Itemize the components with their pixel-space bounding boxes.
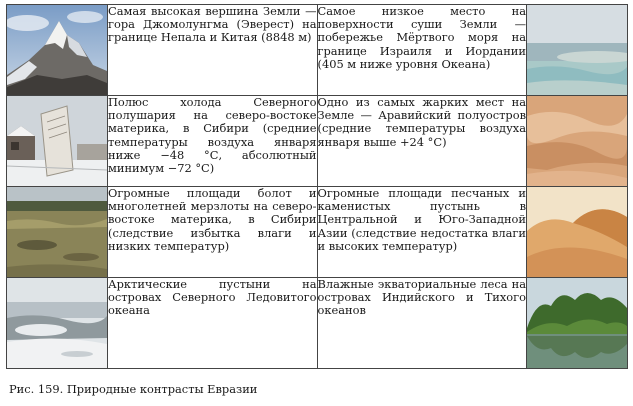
sand-icon [527, 96, 627, 186]
deserts-text: Огромные площади песчаных и каменистых пустынь в Центральной и Юго-Западной Азии (следствие недостатка влаги и высоких температур) [317, 187, 527, 278]
mountain-icon [7, 5, 107, 95]
swamps-permafrost-text: Огромные площади болот и многолетней мерзлоты на северо-востоке материка, в Сибири (следствие избытка влаги и низких температур) [108, 187, 318, 278]
sand-desert-dunes-photo [527, 187, 628, 278]
permafrost-swamp-photo [7, 187, 108, 278]
highest-peak-text: Самая высокая вершина Земли — гора Джомолунгма (Эверест) на границе Непала и Китая (8848 м) [108, 5, 318, 96]
table-row [7, 278, 628, 369]
figure-caption: Рис. 159. Природные контрасты Евразии [9, 382, 258, 396]
natural-contrasts-table [6, 4, 628, 369]
swamp-icon [7, 187, 107, 277]
forest-icon [527, 278, 627, 368]
lowest-point-text: Самое низкое место на поверхности суши Земли — побережье Мёртвого моря на границе Израиля и Иордании (405 м ниже уровня Океана) [317, 5, 527, 96]
table-row [7, 5, 628, 96]
equatorial-forests-text: Влажные экваториальные леса на островах Индийского и Тихого океанов [317, 278, 527, 369]
arctic-icon [7, 278, 107, 368]
pole-of-cold-text: Полюс холода Северного полушария на северо-востоке материка, в Сибири (средние температуры воздуха января ниже −48 °С, абсолютный минимум −72 °С) [108, 96, 318, 187]
monument-icon [7, 96, 107, 186]
arctic-desert-photo [7, 278, 108, 369]
table-row [7, 187, 628, 278]
dead-sea-coast-photo [527, 5, 628, 96]
arctic-deserts-text: Арктические пустыни на островах Северного Ледовитого океана [108, 278, 318, 369]
table-row [7, 96, 628, 187]
arabian-sand-photo [527, 96, 628, 187]
mountain-everest-photo [7, 5, 108, 96]
sea-coast-icon [527, 5, 627, 95]
equatorial-forest-photo [527, 278, 628, 369]
pole-of-cold-monument-photo [7, 96, 108, 187]
hottest-place-text: Одно из самых жарких мест на Земле — Аравийский полуостров (средние температуры воздуха января выше +24 °С) [317, 96, 527, 187]
dunes-icon [527, 187, 627, 277]
